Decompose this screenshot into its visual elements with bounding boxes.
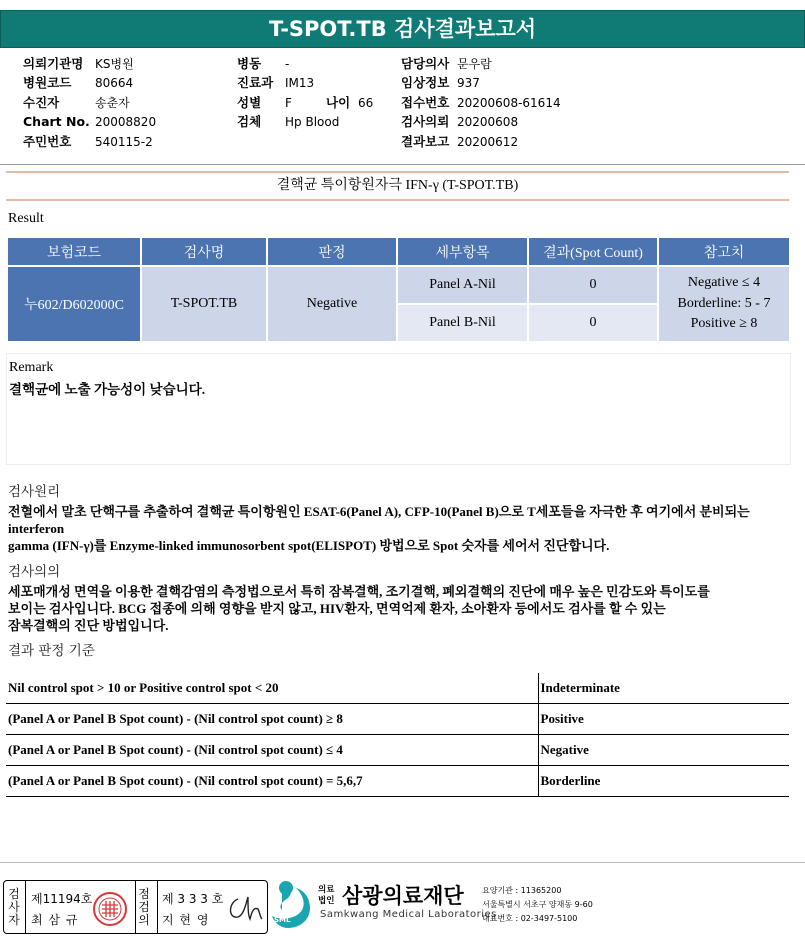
sign-divider: [25, 881, 26, 933]
criteria-row: [6, 704, 789, 735]
info-value: 80664: [95, 76, 134, 91]
reference-range: [658, 266, 790, 342]
criteria-row: [6, 673, 789, 704]
examiner-license: 제11194호: [31, 892, 93, 906]
info-label: 담당의사: [401, 56, 450, 71]
org-english-name: Samkwang Medical Laboratories: [320, 909, 497, 920]
criteria-title: 결과 판정 기준: [8, 643, 95, 659]
significance-line: 잠복결핵의 진단 방법입니다.: [8, 618, 169, 633]
checker-name: 지 현 영: [162, 913, 210, 927]
info-value: KS병원: [95, 57, 134, 71]
principle-title: 검사원리: [8, 484, 61, 500]
checker-label-char: 점: [138, 887, 150, 901]
sml-logo-icon: [270, 880, 316, 930]
col-header-code: 보험코드: [7, 237, 141, 266]
info-label: 주민번호: [23, 133, 72, 149]
significance-line: 세포매개성 면역을 이용한 결핵감염의 측정법으로서 특히 잠복결핵, 조기결핵, 폐외결핵의 진단에 매우 높은 민감도와 특이도를: [8, 584, 710, 599]
sign-divider: [157, 881, 158, 933]
criteria-result: Indeterminate: [538, 673, 789, 704]
criteria-condition: (Panel A or Panel B Spot count) - (Nil control spot count) ≥ 8: [6, 704, 538, 735]
org-phone: 대표번호 : 02-3497-5100: [482, 914, 578, 923]
result-table: [6, 236, 791, 343]
examiner-name: 최 삼 규: [31, 913, 79, 927]
col-header-item: 세부항목: [397, 237, 528, 266]
info-value: 20008820: [95, 115, 157, 130]
patient-info-col1: [23, 54, 156, 151]
info-value: IM13: [285, 76, 315, 91]
examiner-label-char: 검: [8, 887, 20, 901]
criteria-row: [6, 766, 789, 797]
examiner-label-char: 자: [8, 913, 20, 927]
org-address: 서울특별시 서초구 양재동 9-60: [482, 900, 593, 909]
col-header-judgement: 판정: [267, 237, 397, 266]
signature-icon: [224, 889, 264, 927]
sign-divider: [135, 881, 136, 933]
info-value: 20200612: [457, 134, 519, 149]
checker-label-char: 검: [138, 900, 150, 914]
org-type: [318, 885, 334, 907]
info-divider: [0, 164, 805, 165]
info-label: 수진자: [23, 94, 60, 110]
org-code: 요양기관 : 11365200: [482, 886, 562, 895]
remark-box: [6, 353, 791, 465]
insurance-code: 누602/D602000C: [7, 266, 141, 342]
criteria-row: [6, 735, 789, 766]
info-value: 20200608-61614: [457, 95, 561, 110]
criteria-table: [6, 673, 789, 797]
principle-text: [8, 503, 788, 554]
info-value: F: [285, 95, 292, 110]
info-label: 병원코드: [23, 75, 72, 91]
checker-label-char: 의: [138, 913, 150, 927]
info-label: 병동: [237, 56, 262, 71]
info-value: 20200608: [457, 115, 519, 130]
info-label: 접수번호: [401, 94, 450, 110]
criteria-result: Borderline: [538, 766, 789, 797]
examiner-label-char: 사: [8, 900, 20, 914]
footer-divider: [0, 862, 805, 863]
reference-line: Positive ≥ 8: [690, 316, 758, 332]
patient-info-col2: [237, 54, 373, 132]
org-type-line: 의료: [318, 885, 335, 895]
info-label: 검사의뢰: [401, 114, 450, 130]
criteria-result: Positive: [538, 704, 789, 735]
reference-line: Negative ≤ 4: [687, 275, 761, 291]
reference-line: Borderline: 5 - 7: [677, 295, 771, 311]
info-value: 937: [457, 76, 480, 91]
result-label: Result: [8, 211, 44, 226]
significance-title: 검사의의: [8, 564, 61, 580]
info-value: 문우람: [457, 57, 492, 71]
subtitle-bottom-rule: [6, 199, 789, 201]
judgement: Negative: [267, 266, 397, 342]
test-name: T-SPOT.TB: [141, 266, 267, 342]
sml-logo-text: SML: [274, 916, 291, 924]
info-value: Hp Blood: [285, 115, 340, 130]
info-label: 결과보고: [401, 133, 450, 149]
examiner-vertical-label: [7, 888, 21, 927]
col-header-count: 결과(Spot Count): [528, 237, 658, 266]
info-label: Chart No.: [23, 114, 90, 130]
test-subtitle: 결핵균 특이항원자극 IFN-γ (T-SPOT.TB): [276, 178, 519, 193]
significance-text: [8, 583, 788, 634]
panel-count: 0: [528, 304, 658, 342]
criteria-condition: (Panel A or Panel B Spot count) - (Nil control spot count) = 5,6,7: [6, 766, 538, 797]
remark-text: 결핵균에 노출 가능성이 낮습니다.: [9, 382, 206, 397]
info-value: 송춘자: [95, 95, 130, 110]
info-label: 임상정보: [401, 75, 450, 91]
info-label: 검체: [237, 114, 262, 130]
panel-item: Panel B-Nil: [397, 304, 528, 342]
age-value: 66: [358, 95, 374, 110]
col-header-reference: 참고치: [658, 237, 790, 266]
examiner-seal-icon: [92, 891, 128, 927]
criteria-result: Negative: [538, 735, 789, 766]
panel-item: Panel A-Nil: [397, 266, 528, 304]
panel-count: 0: [528, 266, 658, 304]
info-label: 의뢰기관명: [23, 56, 84, 71]
col-header-name: 검사명: [141, 237, 267, 266]
report-title: T-SPOT.TB 검사결과보고서: [0, 10, 805, 48]
org-name: 삼광의료재단: [342, 884, 464, 908]
info-value: 540115-2: [95, 134, 153, 149]
signature-box: [3, 880, 268, 934]
principle-line: 전혈에서 말초 단핵구를 추출하여 결핵균 특이항원인 ESAT-6(Panel A), CFP-10(Panel B)으로 T세포들을 자극한 후 여기에서 분비되는 interferon: [8, 504, 750, 536]
criteria-condition: Nil control spot > 10 or Positive control spot < 20: [6, 673, 538, 704]
principle-line: gamma (IFN-γ)를 Enzyme-linked immunosorbent spot(ELISPOT) 방법으로 Spot 숫자를 세어서 진단합니다.: [8, 538, 610, 553]
org-type-line: 법인: [318, 896, 335, 906]
info-label: 진료과: [237, 75, 274, 91]
checker-vertical-label: [137, 888, 151, 927]
age-label: 나이: [326, 94, 351, 110]
criteria-condition: (Panel A or Panel B Spot count) - (Nil control spot count) ≤ 4: [6, 735, 538, 766]
checker-license: 제 3 3 3 호: [162, 892, 224, 906]
patient-info-col3: [401, 54, 561, 151]
info-value: -: [285, 57, 290, 71]
remark-title: Remark: [9, 360, 54, 375]
significance-line: 보이는 검사입니다. BCG 접종에 의해 영향을 받지 않고, HIV환자, 면역억제 환자, 소아환자 등에서도 검사를 할 수 있는: [8, 601, 666, 616]
subtitle-top-rule: [6, 171, 789, 173]
info-label: 성별: [237, 94, 262, 110]
